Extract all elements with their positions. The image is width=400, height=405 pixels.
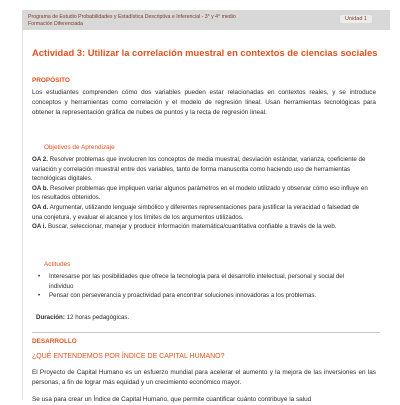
header-line-2: Formación Diferenciada — [28, 20, 84, 27]
duration — [36, 314, 129, 321]
oa-code: OA d. — [32, 203, 49, 211]
desarrollo-partial-text: Se usa para crear un Índice de Capital Humano, que permite cuantificar cuánto contribuye la salud — [32, 396, 312, 403]
left-margin-rule — [22, 30, 23, 400]
oa-text: Resolver problemas que impliquen variar algunos parámetros en el modelo utilizado y observar cómo eso influye en los resultados obtenidos. — [32, 184, 368, 202]
actitud-text: Pensar con perseverancia y proactividad para encontrar soluciones innovadoras a los problemas. — [49, 292, 317, 300]
proposito-heading: PROPÓSITO — [32, 77, 70, 84]
proposito-text: Los estudiantes comprenden cómo dos variables pueden estar relacionadas en contextos reales, y se introduce conceptos y herramientas como correlación y el modelo de regresión lineal. Usan herramientas tecnológicas para obtener la representación gráfica de nubes de puntos y la recta de regresión lineal. — [32, 89, 376, 116]
actitudes-list — [36, 272, 366, 301]
oa-item-d — [32, 203, 370, 222]
section-divider — [32, 332, 380, 333]
list-item — [36, 272, 366, 291]
bullet-icon: • — [38, 292, 41, 300]
objetivos-list — [32, 155, 370, 232]
oa-text: Buscar, seleccionar, manejar y producir información matemática/cuantitativa confiable a través de la web. — [46, 223, 337, 231]
desarrollo-text: El Proyecto de Capital Humano es un esfuerzo mundial para acelerar el aumento y la mejora de las inversiones en las personas, a fin de lograr más equidad y un crecimiento económico mayor. — [32, 369, 376, 386]
oa-text: Resolver problemas que involucren los conceptos de media muestral, desviación estándar, varianza, coeficiente de variación y correlación muestral entre dos variables, tanto de forma manuscrita como haciendo uso de herramientas tecnológicas digitales. — [32, 156, 366, 183]
oa-code: OA 2. — [32, 156, 48, 163]
bullet-icon: • — [38, 273, 41, 280]
unit-badge: Unidad 1 — [340, 15, 372, 23]
actitudes-heading: Actitudes — [44, 261, 71, 268]
actitud-text: Interesarse por las posibilidades que ofrece la tecnología para el desarrollo intelectual, personal y social del individuo — [49, 273, 345, 290]
header-program-title — [28, 14, 236, 27]
header-line-1: Programa de Estudio Probabilidades y Estadística Descriptiva e Inferencial - 3° y 4° medio — [28, 14, 236, 20]
oa-code: OA b. — [32, 184, 49, 192]
oa-code: OA i. — [32, 223, 47, 231]
duration-label: Duración: — [36, 314, 65, 321]
page-header — [22, 10, 390, 30]
oa-item-b — [32, 184, 370, 203]
oa-item-i — [32, 222, 370, 232]
objetivos-heading: Objetivos de Aprendizaje — [44, 144, 115, 151]
activity-title: Actividad 3: Utilizar la correlación muestral en contextos de ciencias sociales — [32, 47, 378, 58]
list-item — [36, 291, 366, 301]
duration-value: 12 horas pedagógicas. — [64, 314, 130, 321]
desarrollo-subheading: ¿QUÉ ENTENDEMOS POR ÍNDICE DE CAPITAL HUMANO? — [32, 353, 225, 360]
oa-text: Argumentar, utilizando lenguaje simbólico y diferentes representaciones para justificar la veracidad o falsedad de una conjetura, y evaluar el alcance y los límites de los argumentos utilizados. — [32, 203, 360, 221]
oa-item-2 — [32, 155, 370, 184]
desarrollo-heading: DESARROLLO — [32, 338, 77, 345]
